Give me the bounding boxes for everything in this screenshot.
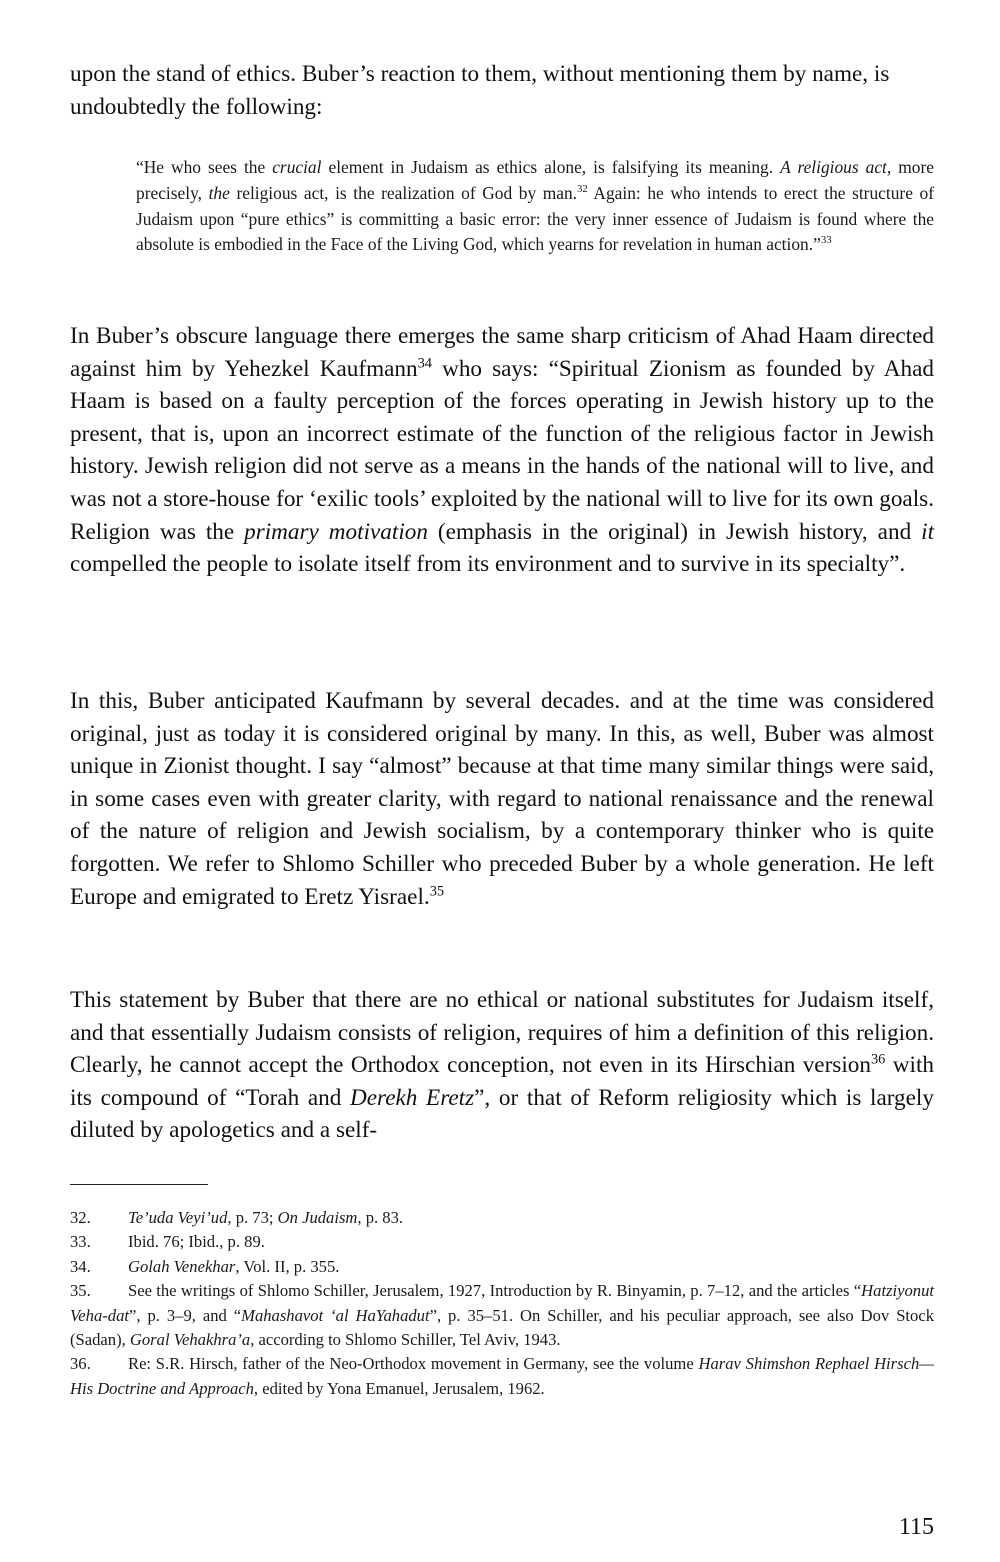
footnotes	[70, 1206, 934, 1401]
footnote-separator	[70, 1184, 208, 1185]
footnote-32	[70, 1206, 934, 1230]
page-number: 115	[898, 1514, 934, 1540]
footnote-ref-36: 36	[870, 1051, 886, 1068]
paragraph-2-text: (emphasis in the original) in Jewish history, and	[427, 518, 922, 545]
footnote-text: Re: S.R. Hirsch, father of the Neo-Orthodox movement in Germany, see the volume	[128, 1354, 699, 1374]
footnote-text: ”, p. 3–9, and “	[129, 1305, 242, 1325]
footnote-title: Te’uda Veyi’ud	[128, 1208, 228, 1227]
paragraph-2-emphasis: primary motivation	[244, 518, 428, 545]
paragraph-2-text: compelled the people to isolate itself from its environment and to survive in its specialty”.	[70, 551, 906, 578]
footnote-title: Golah Venekhar	[128, 1256, 236, 1276]
paragraph-2	[70, 320, 934, 581]
footnote-ref-34: 34	[417, 354, 432, 371]
footnote-34	[70, 1255, 934, 1279]
footnote-title: Goral Vehakhra’a	[129, 1330, 251, 1350]
paragraph-4-text: ”, or that of Reform religiosity which is largely diluted by apologetics and a self-	[70, 1084, 934, 1144]
footnote-number: 32.	[70, 1208, 91, 1227]
footnote-text: , according to Shlomo Schiller, Tel Aviv, 1943.	[250, 1330, 561, 1350]
footnote-ref-33: 33	[820, 234, 832, 247]
paragraph-3-text: In this, Buber anticipated Kaufmann by several decades. and at the time was considered original, just as today it is considered original by many. In this, as well, Buber was almost unique in Zionist thought. I say “almost” because at that time many similar things were said, in some cases even with greater clarity, with regard to national renaissance and the renewal of the nature of religion and Jewish socialism, by a contemporary thinker who is quite forgotten. We refer to Shlomo Schiller who preceded Buber by a whole generation. He left Europe and emigrated to Eretz Yisrael.	[70, 688, 934, 910]
quote-text: element in Judaism as ethics alone, is falsifying its meaning.	[321, 157, 781, 177]
quote-text: religious act, is the realization of God by man.	[229, 182, 578, 203]
footnote-ref-35: 35	[429, 882, 445, 899]
footnote-title: Harav Shimshon Rephael Hirsch—His Doctrine and Approach	[70, 1354, 934, 1398]
quote-emphasis: A religious act	[780, 157, 887, 177]
paragraph-1	[70, 58, 934, 123]
footnote-36	[70, 1352, 934, 1401]
footnote-text: , edited by Yona Emanuel, Jerusalem, 1962.	[253, 1378, 545, 1398]
footnote-number: 36.	[70, 1354, 91, 1374]
footnote-number: 35.	[70, 1281, 91, 1301]
paragraph-2-emphasis: it	[921, 518, 935, 545]
footnote-title: Hatziyonut Veha-dat	[70, 1281, 934, 1325]
paragraph-1-text: upon the stand of ethics. Buber’s reaction to them, without mentioning them by name, is undoubtedly the following:	[70, 61, 890, 120]
footnote-ref-32: 32	[577, 183, 588, 195]
footnote-text: ”, p. 35–51. On Schiller, and his peculiar approach, see also Dov Stock (Sadan),	[70, 1305, 934, 1350]
quote-text: “He who sees the	[136, 157, 273, 177]
footnote-title: On Judaism	[277, 1208, 358, 1227]
footnote-number: 34.	[70, 1256, 91, 1276]
quote-text: , more precisely,	[136, 157, 934, 203]
quote-emphasis: crucial	[272, 157, 322, 177]
paragraph-2-text: In Buber’s obscure language there emerges the same sharp criticism of Ahad Haam directed against him by Yehezkel Kaufmann	[70, 323, 934, 382]
footnote-35	[70, 1279, 934, 1352]
paragraph-3	[70, 685, 934, 913]
footnote-text: Ibid. 76; Ibid., p. 89.	[128, 1232, 265, 1252]
paragraph-4-emphasis: Derekh Eretz	[350, 1084, 475, 1111]
paragraph-4-text: with its compound of “Torah and	[70, 1052, 934, 1111]
paragraph-4-text: This statement by Buber that there are no ethical or national substitutes for Judaism itself, and that essentially Judaism consists of religion, requires of him a definition of this religion. Clearly, he cannot accept the Orthodox conception, not even in its Hirschian version	[70, 987, 934, 1079]
footnote-number: 33.	[70, 1232, 91, 1252]
paragraph-2-text: who says: “Spiritual Zionism as founded by Ahad Haam is based on a faulty perception of the forces operating in Jewish history up to the present, that is, upon an incorrect estimate of the function of the religious factor in Jewish history. Jewish religion did not serve as a means in the hands of the national will to live, and was not a store-house for ‘exilic tools’ exploited by the national will to live for its own goals. Religion was the	[70, 355, 934, 545]
footnote-33	[70, 1230, 934, 1254]
quote-text: Again: he who intends to erect the structure of Judaism upon “pure ethics” is committing a basic error: the very inner essence of Judaism is found where the absolute is embodied in the Face of the Living God, which yearns for revelation in human action.”	[136, 182, 935, 255]
footnote-text: See the writings of Shlomo Schiller, Jerusalem, 1927, Introduction by R. Binyamin, p. 7–12, and the articles “	[128, 1281, 862, 1301]
footnote-title: Mahashavot ‘al HaYahadut	[241, 1305, 430, 1325]
footnote-text: , p. 73;	[227, 1208, 278, 1227]
footnote-text: , Vol. II, p. 355.	[235, 1256, 340, 1276]
footnote-text: , p. 83.	[357, 1208, 404, 1227]
paragraph-4	[70, 984, 934, 1147]
block-quote	[136, 155, 934, 258]
quote-emphasis: the	[208, 182, 230, 203]
